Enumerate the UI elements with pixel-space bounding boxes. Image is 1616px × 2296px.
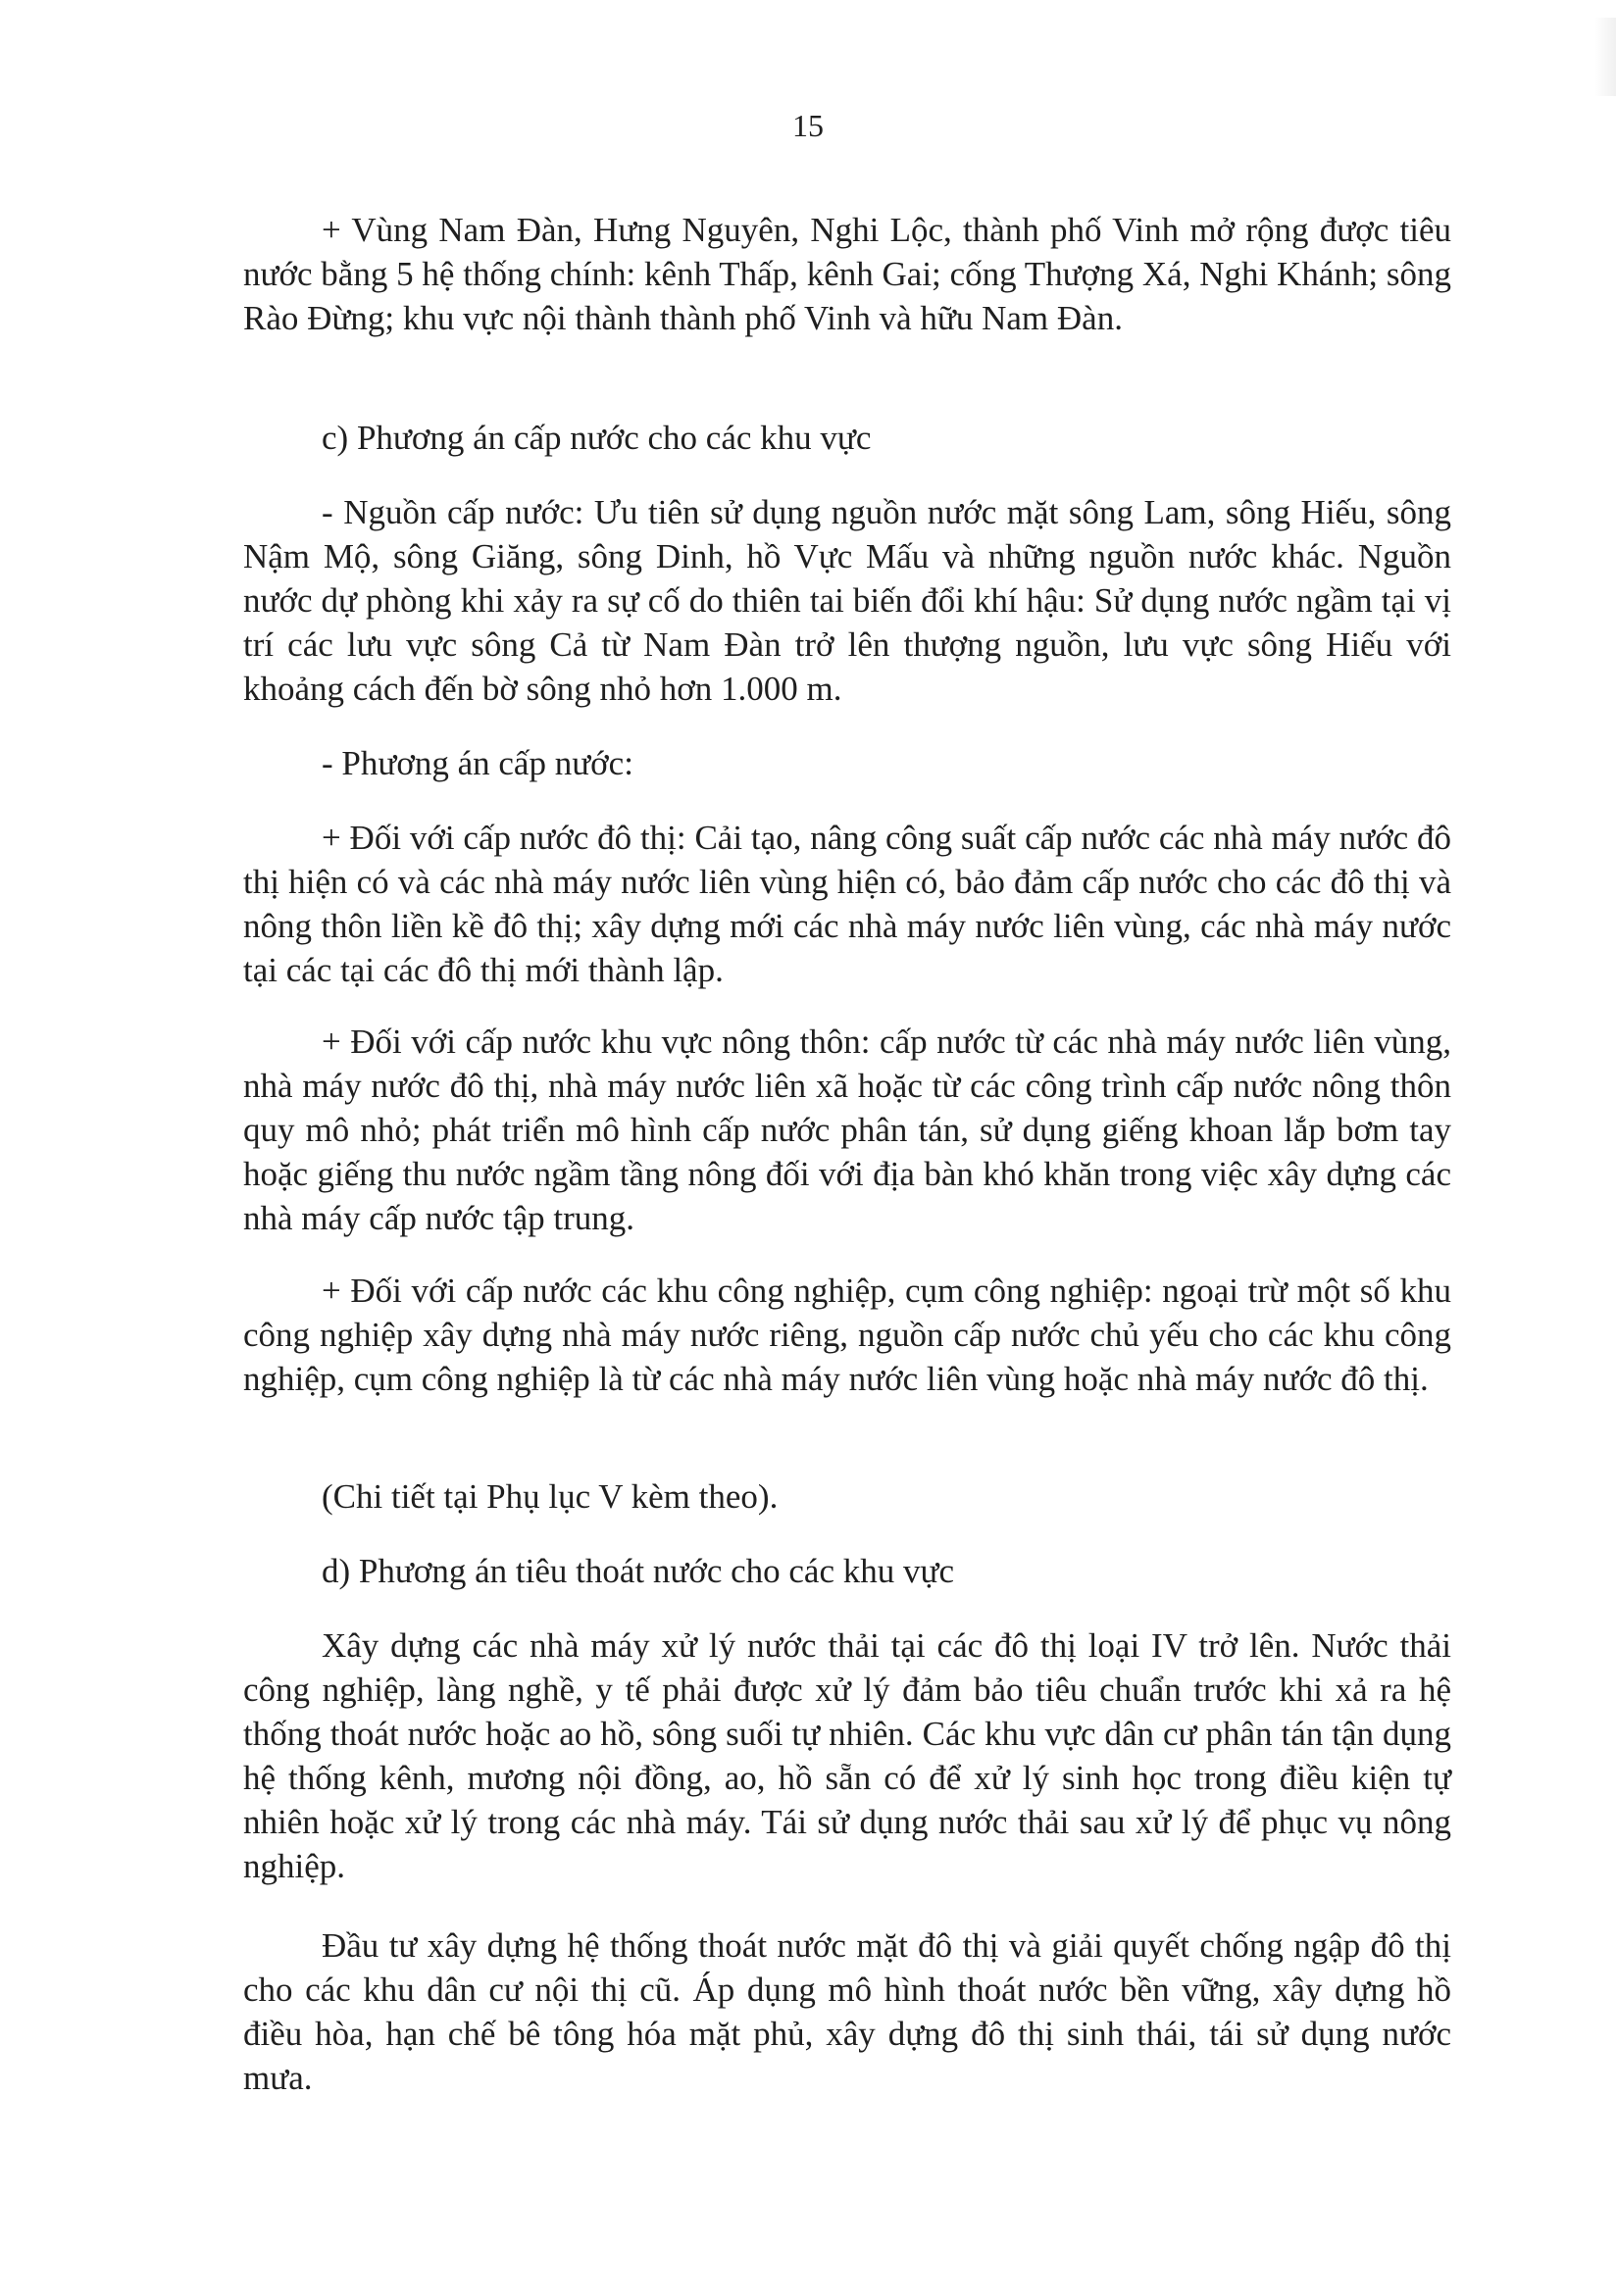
page-number: 15 xyxy=(792,108,824,143)
section-heading-drainage: d) Phương án tiêu thoát nước cho các khu vực xyxy=(322,1552,955,1590)
paragraph-surface-drainage: Đầu tư xây dựng hệ thống thoát nước mặt đô thị và giải quyết chống ngập đô thị cho các khu dân cư nội thị cũ. Áp dụng mô hình thoát nước bền vững, xây dựng hồ điều hòa, hạn chế bê tông hóa mặt phủ, xây dựng đô thị sinh thái, tái sử dụng nước mưa. xyxy=(243,1926,1451,2097)
paragraph-rural-supply: + Đối với cấp nước khu vực nông thôn: cấp nước từ các nhà máy nước liên vùng, nhà máy nước đô thị, nhà máy nước liên xã hoặc từ các công trình cấp nước nông thôn quy mô nhỏ; phát triển mô hình cấp nước phân tán, sử dụng giếng khoan lắp bơm tay hoặc giếng thu nước ngầm tầng nông đối với địa bàn khó khăn trong việc xây dựng các nhà máy cấp nước tập trung. xyxy=(243,1023,1451,1237)
section-heading-water-supply: c) Phương án cấp nước cho các khu vực xyxy=(322,419,872,457)
paragraph-water-source: - Nguồn cấp nước: Ưu tiên sử dụng nguồn nước mặt sông Lam, sông Hiếu, sông Nậm Mộ, sông Giăng, sông Dinh, hồ Vực Mấu và những nguồn nước khác. Nguồn nước dự phòng khi xảy ra sự cố do thiên tai biến đổi khí hậu: Sử dụng nước ngầm tại vị trí các lưu vực sông Cả từ Nam Đàn trở lên thượng nguồn, lưu vực sông Hiếu với khoảng cách đến bờ sông nhỏ hơn 1.000 m. xyxy=(243,493,1451,708)
paragraph-supply-plan-heading: - Phương án cấp nước: xyxy=(322,744,633,782)
paragraph-wastewater-treatment: Xây dựng các nhà máy xử lý nước thải tại các đô thị loại IV trở lên. Nước thải công nghiệp, làng nghề, y tế phải được xử lý đảm bảo tiêu chuẩn trước khi xả ra hệ thống thoát nước hoặc ao hồ, sông suối tự nhiên. Các khu vực dân cư phân tán tận dụng hệ thống kênh, mương nội đồng, ao, hồ sẵn có để xử lý sinh học trong điều kiện tự nhiên hoặc xử lý trong các nhà máy. Tái sử dụng nước thải sau xử lý để phục vụ nông nghiệp. xyxy=(243,1626,1451,1885)
scan-edge-shadow xyxy=(1594,18,1616,96)
paragraph-urban-supply: + Đối với cấp nước đô thị: Cải tạo, nâng công suất cấp nước các nhà máy nước đô thị hiện có và các nhà máy nước liên vùng hiện có, bảo đảm cấp nước cho các đô thị và nông thôn liền kề đô thị; xây dựng mới các nhà máy nước liên vùng, các nhà máy nước tại các tại các đô thị mới thành lập. xyxy=(243,819,1451,989)
paragraph-drainage-nam-dan: + Vùng Nam Đàn, Hưng Nguyên, Nghi Lộc, thành phố Vinh mở rộng được tiêu nước bằng 5 hệ thống chính: kênh Thấp, kênh Gai; cống Thượng Xá, Nghi Khánh; sông Rào Đừng; khu vực nội thành thành phố Vinh và hữu Nam Đàn. xyxy=(243,211,1451,337)
paragraph-industrial-supply: + Đối với cấp nước các khu công nghiệp, cụm công nghiệp: ngoại trừ một số khu công nghiệp xây dựng nhà máy nước riêng, nguồn cấp nước chủ yếu cho các khu công nghiệp, cụm công nghiệp là từ các nhà máy nước liên vùng hoặc nhà máy nước đô thị. xyxy=(243,1272,1451,1398)
paragraph-appendix-note: (Chi tiết tại Phụ lục V kèm theo). xyxy=(322,1477,779,1516)
